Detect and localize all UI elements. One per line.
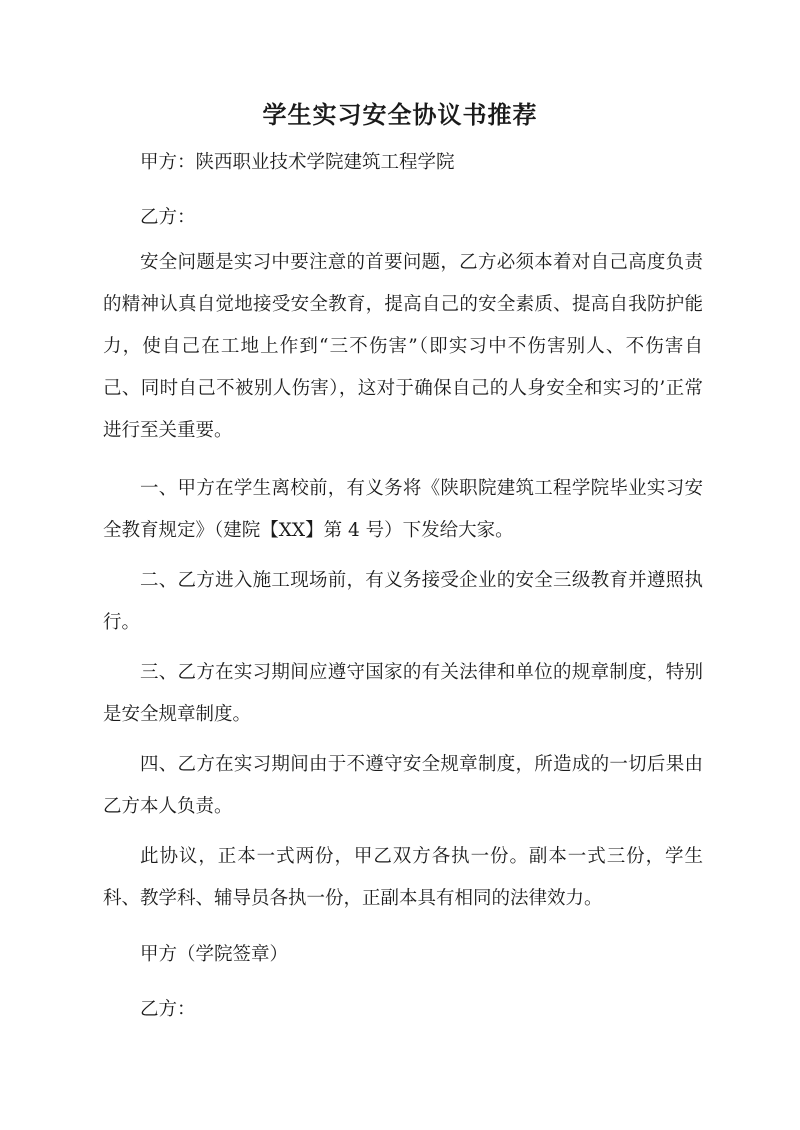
paragraph-clause-1: 一、甲方在学生离校前，有义务将《陕职院建筑工程学院毕业实习安全教育规定》（建院【XX】第 4 号）下发给大家。 [103,478,703,541]
signature-party-a: 甲方（学院签章） [140,944,289,965]
paragraph-clause-4: 四、乙方在实习期间由于不遵守安全规章制度，所造成的一切后果由乙方本人负责。 [103,754,703,817]
party-b-line: 乙方： [140,207,196,228]
paragraph-clause-2: 二、乙方进入施工现场前，有义务接受企业的安全三级教育并遵照执行。 [103,570,703,633]
document-title: 学生实习安全协议书推荐 [262,101,538,129]
party-a-line: 甲方：陕西职业技术学院建筑工程学院 [140,152,455,173]
paragraph-clause-3: 三、乙方在实习期间应遵守国家的有关法律和单位的规章制度，特别是安全规章制度。 [103,662,703,725]
paragraph-intro: 安全问题是实习中要注意的首要问题，乙方必须本着对自己高度负责的精神认真自觉地接受安全教育，提高自己的安全素质、提高自我防护能力，使自己在工地上作到“三不伤害”（即实习中不伤害别人、不伤害自己、同时自己不被别人伤害），这对于确保自己的人身安全和实习的’正常进行至关重要。 [103,252,703,441]
paragraph-copies: 此协议，正本一式两份，甲乙双方各执一份。副本一式三份，学生科、教学科、辅导员各执一份，正副本具有相同的法律效力。 [103,846,703,909]
signature-party-b: 乙方： [140,999,196,1020]
